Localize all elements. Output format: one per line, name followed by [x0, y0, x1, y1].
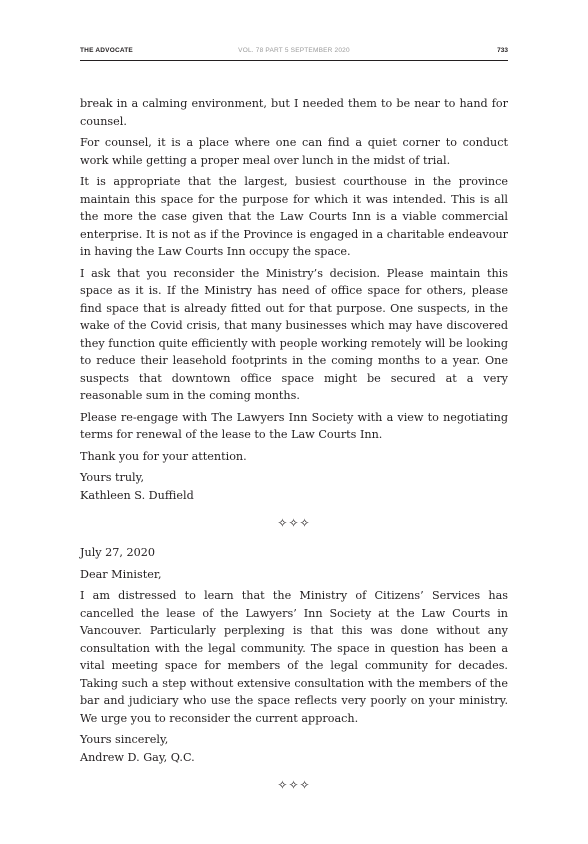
letter1-paragraph: I ask that you reconsider the Ministry’s decision. Please maintain this space as it is. If the Ministry has need of office space for others, please find space that is already fitted out for that purpose. One suspects, in the wake of the Covid crisis, that many businesses which may have discovered they function quite efficiently with people working remotely will be looking to reduce their leasehold footprints in the coming months to a year. One suspects that downtown office space might be secured at a very reasonable sum in the coming months.	[80, 266, 508, 402]
letter1-signature: Kathleen S. Duffield	[80, 488, 194, 502]
letter2-closing: Yours sincerely,	[80, 733, 169, 746]
letter1-closing: Yours truly,	[80, 471, 145, 484]
letter2-date: July 27, 2020	[80, 546, 155, 559]
letter1-paragraph: For counsel, it is a place where one can find a quiet corner to conduct work while getting a proper meal over lunch in the midst of trial.	[80, 136, 508, 167]
letter2-paragraph: I am distressed to learn that the Ministry of Citizens’ Services has cancelled the lease of the Lawyers’ Inn Society at the Law Courts in Vancouver. Particularly perplexing is that this was done without any consultation with the legal community. The space in question has been a vital meeting space for members of the legal community for decades. Taking such a step without extensive consultation with the members of the bar and judiciary who use the space reflects very poorly on your ministry. We urge you to reconsider the current approach.	[80, 589, 508, 725]
journal-name: THE ADVOCATE	[80, 47, 133, 54]
letter2-salutation: Dear Minister,	[80, 567, 162, 581]
letter2-signature: Andrew D. Gay, Q.C.	[80, 750, 195, 764]
page-number: 733	[497, 47, 508, 54]
letter1-paragraph: Please re-engage with The Lawyers Inn Society with a view to negotiating terms for renewal of the lease to the Law Courts Inn.	[80, 410, 508, 441]
section-separator: ✧✧✧	[277, 778, 311, 792]
running-header	[80, 46, 508, 61]
volume-info: VOL. 78 PART 5 SEPTEMBER 2020	[238, 47, 350, 54]
article-body	[80, 95, 508, 806]
letter1-paragraph: It is appropriate that the largest, busiest courthouse in the province maintain this space for the purpose for which it was intended. This is all the more the case given that the Law Courts Inn is a viable commercial enterprise. It is not as if the Province is engaged in a charitable endeavour in having the Law Courts Inn occupy the space.	[80, 175, 508, 258]
letter1-paragraph: break in a calming environment, but I needed them to be near to hand for counsel.	[80, 97, 508, 128]
section-separator: ✧✧✧	[277, 516, 311, 530]
letter1-paragraph: Thank you for your attention.	[80, 449, 247, 463]
